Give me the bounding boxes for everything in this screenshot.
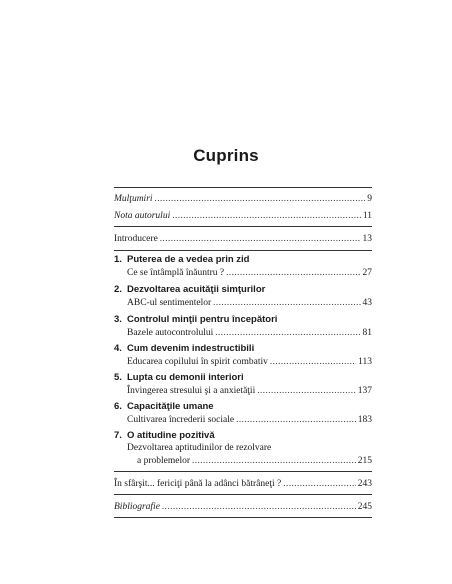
chapter-title: Dezvoltarea acuităţii simţurilor (127, 284, 266, 295)
toc-entry-label: Educarea copilului în spirit combativ (127, 357, 268, 367)
toc-entry-label: Bazele autocontrolului (127, 328, 214, 338)
rule-divider (114, 226, 372, 227)
toc-entry-introducere (114, 232, 372, 244)
toc-entry-label: ABC-ul sentimentelor (127, 298, 212, 308)
toc-entry-page: 183 (357, 415, 372, 425)
toc-entry-chapter-2 (127, 296, 372, 308)
rule-top (114, 187, 372, 188)
rule-divider (114, 250, 372, 251)
toc-entry-page: 9 (367, 194, 372, 204)
chapter-heading (114, 284, 265, 296)
chapter-heading (114, 401, 214, 413)
chapter-title: Controlul minţii pentru începători (127, 314, 278, 325)
toc-entry-label: Cultivarea încrederii sociale (127, 415, 235, 425)
toc-entry-label: Nota autorului (114, 211, 171, 221)
dot-leader (172, 209, 361, 221)
toc-entry-page: 113 (358, 357, 372, 367)
dot-leader (257, 384, 356, 396)
chapter-subtitle-line: Dezvoltarea aptitudinilor de rezolvare (127, 443, 272, 453)
toc-entry-label: Introducere (114, 234, 158, 244)
toc-entry-page: 137 (357, 386, 372, 396)
chapter-number: 2. (114, 284, 122, 295)
toc-entry-page: 81 (362, 328, 372, 338)
chapter-title: Capacităţile umane (127, 401, 214, 412)
toc-entry-label: a problemelor (137, 456, 191, 466)
dot-leader (283, 477, 356, 489)
toc-entry-chapter-3 (127, 326, 372, 338)
toc-entry-chapter-1 (127, 266, 372, 278)
toc-entry-label: Ce se întâmplă înăuntru ? (127, 268, 225, 278)
chapter-number: 1. (114, 254, 122, 265)
chapter-number: 6. (114, 401, 122, 412)
dot-leader (213, 296, 360, 308)
toc-entry-page: 245 (357, 502, 372, 512)
toc-entry-page: 27 (362, 268, 372, 278)
rule-divider (114, 471, 372, 472)
rule-divider (114, 494, 372, 495)
dot-leader (226, 266, 360, 278)
chapter-number: 5. (114, 372, 122, 383)
dot-leader (155, 192, 366, 204)
toc-entry-page: 43 (362, 298, 372, 308)
dot-leader (162, 500, 356, 512)
chapter-title: Lupta cu demonii interiori (127, 372, 244, 383)
dot-leader (160, 232, 361, 244)
toc-entry-page: 243 (357, 479, 372, 489)
rule-bottom (114, 517, 372, 518)
toc-entry-label: Învingerea stresului şi a anxietăţii (127, 386, 256, 396)
toc-entry-multumiri (114, 192, 372, 204)
chapter-number: 4. (114, 343, 122, 354)
toc-entry-label: Bibliografie (114, 502, 160, 512)
dot-leader (192, 454, 356, 466)
toc-entry-chapter-4 (127, 355, 372, 367)
dot-leader (270, 355, 356, 367)
toc-entry-page: 215 (357, 456, 372, 466)
chapter-title: Cum devenim indestructibili (127, 343, 255, 354)
dot-leader (215, 326, 360, 338)
chapter-heading (114, 372, 244, 384)
chapter-number: 7. (114, 430, 122, 441)
page-title: Cuprins (193, 146, 259, 165)
toc-entry-page: 11 (362, 211, 372, 221)
chapter-heading (114, 314, 277, 326)
toc-entry-chapter-5 (127, 384, 372, 396)
chapter-title: O atitudine pozitivă (127, 430, 215, 441)
chapter-heading (114, 343, 254, 355)
toc-entry-bibliografie (114, 500, 372, 512)
toc-entry-chapter-7 (127, 454, 372, 466)
toc-entry-in-sfarsit (114, 477, 372, 489)
toc-entry-chapter-6 (127, 413, 372, 425)
dot-leader (236, 413, 356, 425)
chapter-number: 3. (114, 314, 122, 325)
chapter-title: Puterea de a vedea prin zid (127, 254, 250, 265)
chapter-heading (114, 254, 250, 266)
toc-entry-label: În sfârşit... fericiţi până la adânci bătrâneţi ? (114, 479, 282, 489)
chapter-heading (114, 430, 215, 442)
toc-entry-nota-autorului (114, 209, 372, 221)
toc-entry-page: 13 (362, 234, 372, 244)
toc-entry-label: Mulţumiri (114, 194, 153, 204)
